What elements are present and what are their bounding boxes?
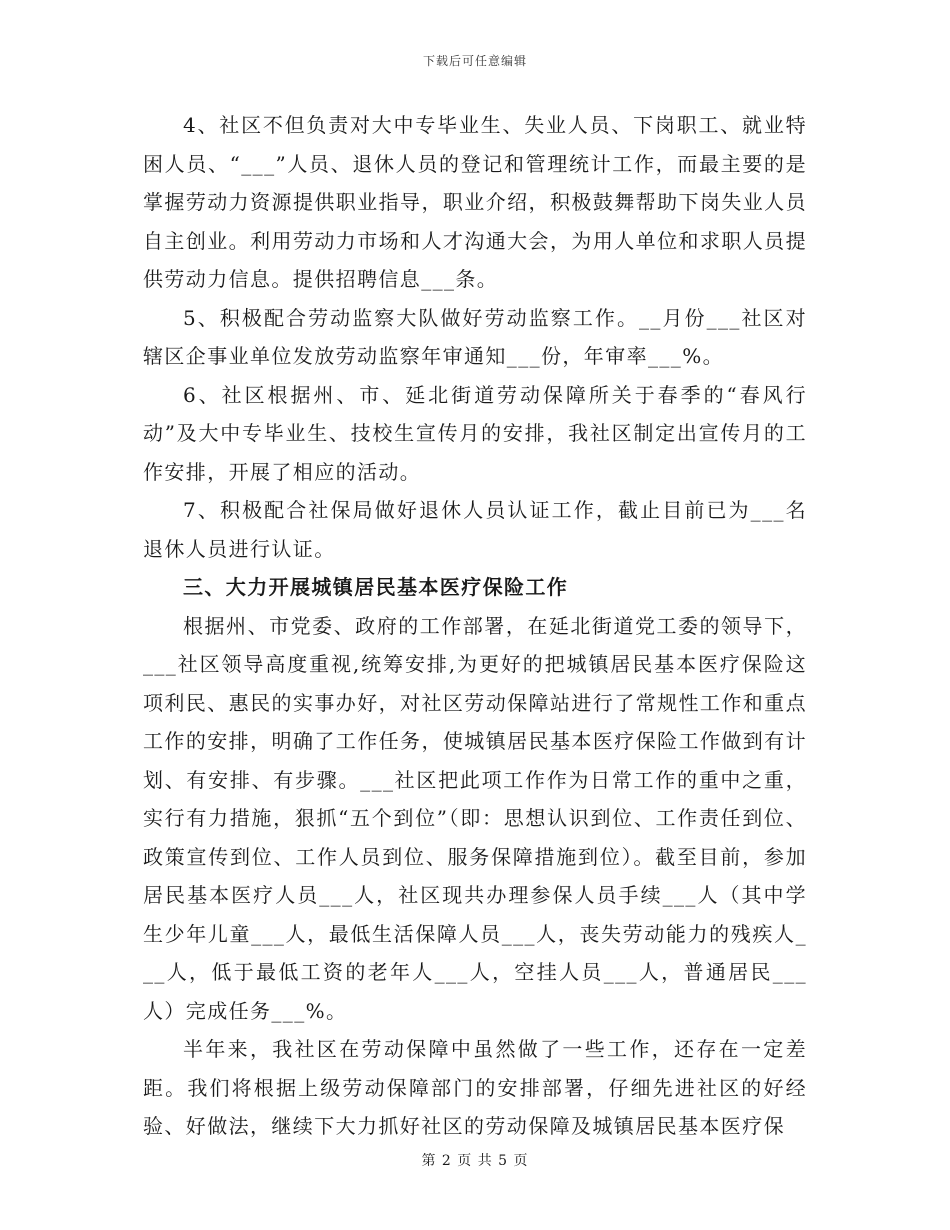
paragraph-item-7: 7、积极配合社保局做好退休人员认证工作，截止目前已为___名退休人员进行认证。	[143, 498, 807, 561]
page-header: 下载后可任意编辑	[422, 54, 527, 68]
section-paragraph-1: 根据州、市党委、政府的工作部署，在延北街道党工委的领导下，___社区领导高度重视,统筹安排,为更好的把城镇居民基本医疗保险这项利民、惠民的实事办好，对社区劳动保障站进行了常规性工作和重点工作的安排，明确了工作任务，使城镇居民基本医疗保险工作做到有计划、有安排、有步骤。___社区把此项工作作为日常工作的重中之重，实行有力措施，狠抓“五个到位”（即：思想认识到位、工作责任到位、政策宣传到位、工作人员到位、服务保障措施到位）。截至目前，参加居民基本医疗人员___人，社区现共办理参保人员手续___人（其中学生少年儿童___人，最低生活保障人员___人，丧失劳动能力的残疾人___人，低于最低工资的老年人___人，空挂人员___人，普通居民___人）完成任务___%。	[143, 613, 807, 1023]
paragraph-item-5: 5、积极配合劳动监察大队做好劳动监察工作。__月份___社区对辖区企事业单位发放劳动监察年审通知___份，年审率___%。	[143, 305, 807, 368]
paragraph-item-6: 6、社区根据州、市、延北街道劳动保障所关于春季的“春风行动”及大中专毕业生、技校生宣传月的安排，我社区制定出宣传月的工作安排，开展了相应的活动。	[143, 382, 807, 484]
paragraph-item-4: 4、社区不但负责对大中专毕业生、失业人员、下岗职工、就业特困人员、“___”人员、退休人员的登记和管理统计工作，而最主要的是掌握劳动力资源提供职业指导，职业介绍，积极鼓舞帮助下岗失业人员自主创业。利用劳动力市场和人才沟通大会，为用人单位和求职人员提供劳动力信息。提供招聘信息___条。	[143, 113, 807, 291]
section-paragraph-2: 半年来，我社区在劳动保障中虽然做了一些工作，还存在一定差距。我们将根据上级劳动保障部门的安排部署，仔细先进社区的好经验、好做法，继续下大力抓好社区的劳动保障及城镇居民基本医疗保	[143, 1037, 807, 1138]
page-footer: 第 2 页 共 5 页	[421, 1153, 529, 1169]
document-body	[143, 106, 807, 1146]
section-heading: 三、大力开展城镇居民基本医疗保险工作	[183, 575, 569, 599]
